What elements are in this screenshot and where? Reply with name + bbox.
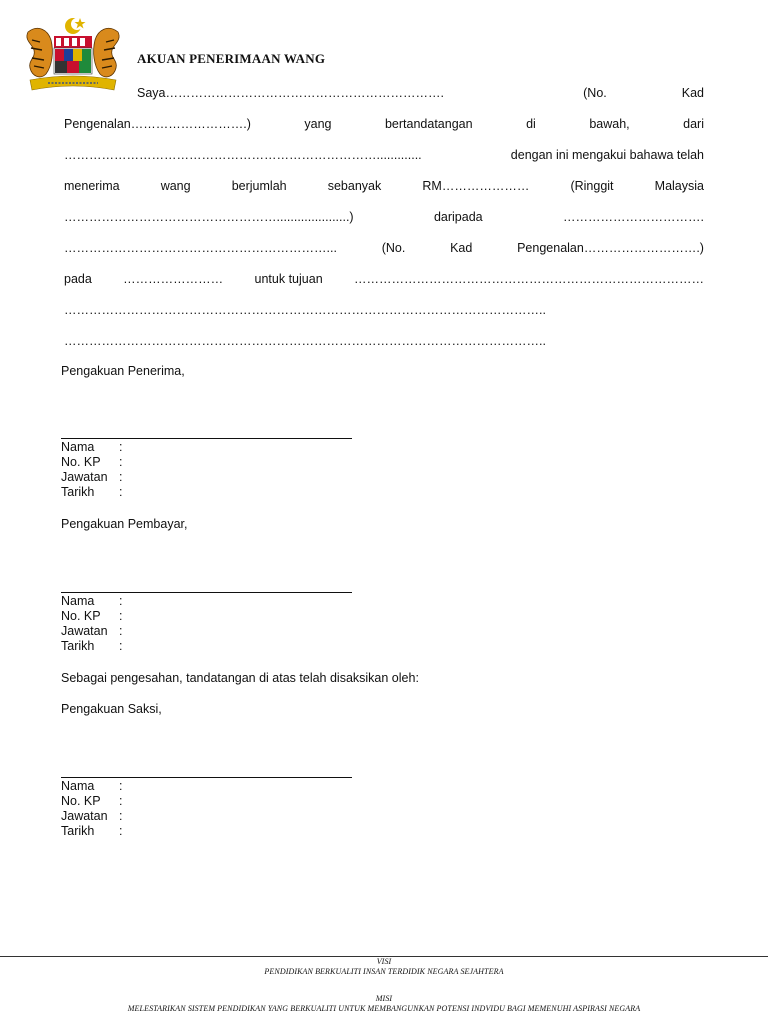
field-label: Jawatan [61,624,108,638]
field-colon: : [119,639,123,653]
body-line-3 [64,148,704,162]
body-word: Kad [681,86,704,100]
witness-signature-line [61,777,352,778]
field-label: No. KP [61,609,101,623]
payer-ic-field [61,609,122,624]
saya-blank: Saya…………………………………………………………. [137,86,444,100]
payer-name-field [61,594,122,609]
verification-text: Sebagai pengesahan, tandatangan di atas telah disaksikan oleh: [61,671,419,685]
recipient-position-field [61,470,122,485]
body-line-4 [64,179,704,193]
body-word: yang [304,117,332,131]
amount-blank: RM………………… [422,179,530,193]
coat-of-arms-logo [18,14,128,94]
field-colon: : [119,794,123,808]
field-label: Tarikh [61,485,95,499]
recipient-signature-line [61,438,352,439]
payer-signature-line [61,592,352,593]
amount-words-blank: …………………………………………….....................) [64,210,354,224]
field-colon: : [119,624,123,638]
witness-position-field [61,809,122,824]
purpose-blank-line-3: …………………………………………………………………………………………………….. [64,334,546,348]
field-colon: : [119,485,123,499]
body-line-5 [64,210,704,224]
body-word: dari [683,117,704,131]
field-label: Nama [61,594,95,608]
field-label: Tarikh [61,639,95,653]
body-word: (No. [381,241,406,255]
body-word: bertandatangan [384,117,473,131]
body-word: menerima [64,179,120,193]
purpose-blank: ………………………………………………………………………… [354,272,704,286]
date-blank: …………………… [123,272,224,286]
field-colon: : [119,779,123,793]
body-word: daripada [433,210,483,224]
visi-text: PENDIDIKAN BERKUALITI INSAN TERDIDIK NEGARA SEJAHTERA [264,967,504,976]
body-phrase: untuk tujuan [254,272,323,286]
body-word: (No. [583,86,607,100]
misi-text: MELESTARIKAN SISTEM PENDIDIKAN YANG BERKUALITI UNTUK MEMBANGUNKAN POTENSI INDVIDU BAGI MEMENUHI ASPIRASI NEGARA [127,1004,641,1013]
payer-blank: ……………………………. [563,210,704,224]
field-label: Tarikh [61,824,95,838]
body-word: berjumlah [231,179,287,193]
field-label: No. KP [61,794,101,808]
field-colon: : [119,455,123,469]
field-colon: : [119,470,123,484]
payer-position-field [61,624,122,639]
field-colon: : [119,609,123,623]
witness-date-field [61,824,122,839]
payer-ic-blank: Pengenalan……………………….) [517,241,704,255]
payer-date-field [61,639,122,654]
name-blank: …………………………………………………………………............. [64,148,422,162]
field-colon: : [119,440,123,454]
field-label: Nama [61,779,95,793]
body-word: di [526,117,536,131]
body-word: Kad [450,241,473,255]
recipient-heading: Pengakuan Penerima, [61,364,185,378]
body-line-6 [64,241,704,255]
witness-heading: Pengakuan Saksi, [61,702,162,716]
body-word: Malaysia [654,179,704,193]
field-label: Jawatan [61,470,108,484]
recipient-ic-field [61,455,122,470]
visi-label: VISI [376,957,392,966]
field-colon: : [119,594,123,608]
field-label: Nama [61,440,95,454]
witness-ic-field [61,794,122,809]
body-word: bawah, [589,117,630,131]
purpose-blank-line-2: …………………………………………………………………………………………………….. [64,303,546,317]
payer-heading: Pengakuan Pembayar, [61,517,188,531]
payer-name-blank: ………………………………………………………... [64,241,337,255]
pengenalan-blank: Pengenalan……………………….) [64,117,251,131]
field-colon: : [119,809,123,823]
body-word: pada [64,272,92,286]
recipient-date-field [61,485,122,500]
body-word: sebanyak [327,179,382,193]
body-word: (Ringgit [570,179,614,193]
witness-name-field [61,779,122,794]
body-line-1 [137,86,704,100]
body-word: wang [160,179,191,193]
recipient-name-field [61,440,122,455]
body-line-2 [64,117,704,131]
field-colon: : [119,824,123,838]
body-line-7 [64,272,704,286]
misi-label: MISI [375,994,393,1003]
body-phrase: dengan ini mengakui bahawa telah [510,148,704,162]
field-label: Jawatan [61,809,108,823]
document-title: AKUAN PENERIMAAN WANG [137,51,326,66]
field-label: No. KP [61,455,101,469]
